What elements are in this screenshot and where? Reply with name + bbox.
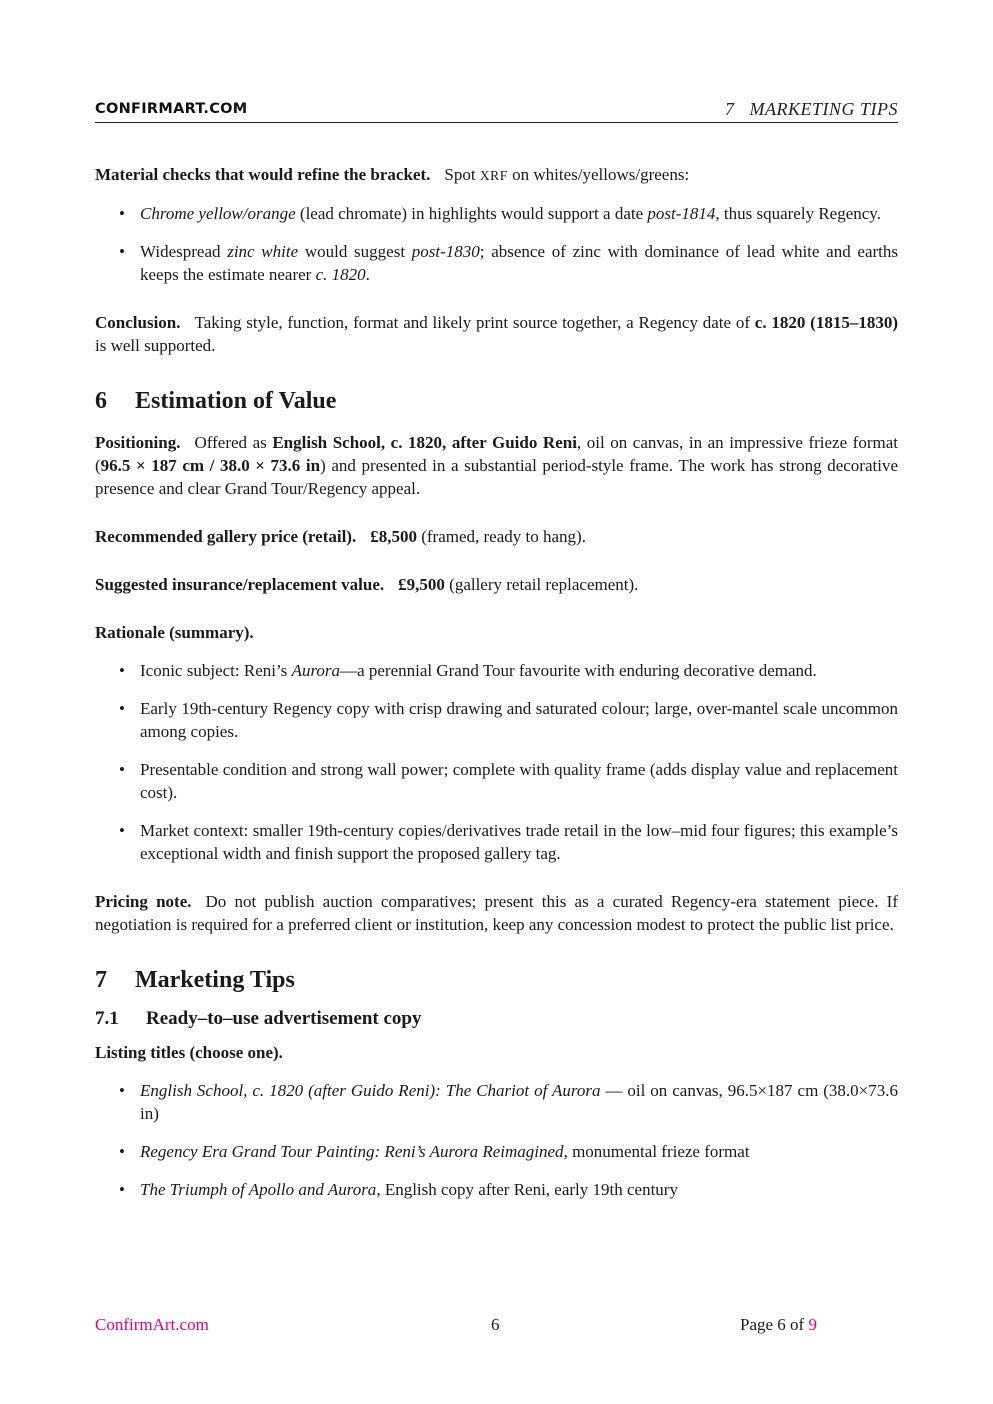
page-footer: [95, 1315, 898, 1339]
dimensions: 96.5 × 187 cm / 38.0 × 73.6 in: [100, 456, 321, 475]
list-text: .: [365, 265, 370, 284]
list-item: [95, 1079, 898, 1125]
list-text: Widespread: [140, 242, 228, 261]
emphasis: Regency Era Grand Tour Painting: Reni’s Aurora Reimagined: [140, 1142, 564, 1161]
list-text: , thus squarely Regency.: [715, 204, 881, 223]
emphasis: post-1830: [411, 242, 480, 261]
material-checks-list: [95, 202, 898, 286]
insurance-lead: Suggested insurance/replacement value.: [95, 575, 385, 594]
list-text: — oil on canvas, 96.5×187 cm (38.0×73.6 in): [140, 1081, 898, 1123]
positioning-text: ) and presented in a substantial period-style frame. The work has strong decorative presence and clear Grand Tour/Regency appeal.: [95, 456, 899, 498]
positioning-text: Offered as: [194, 433, 273, 452]
footer-site-link[interactable]: ConfirmArt.com: [95, 1315, 209, 1334]
page-total-link[interactable]: 9: [808, 1315, 817, 1334]
emphasis: The Triumph of Apollo and Aurora: [140, 1180, 377, 1199]
list-item: • Early 19th-century Regency copy with crisp drawing and saturated colour; large, over-mantel scale uncommon among copies.: [95, 697, 898, 743]
insurance-value: £9,500: [398, 575, 445, 594]
positioning-paragraph: [95, 431, 898, 500]
subsection-number: 7.1: [95, 1008, 119, 1029]
conclusion-lead: Conclusion.: [95, 313, 181, 332]
list-item: [95, 240, 898, 286]
list-item: [95, 1140, 898, 1163]
conclusion-text-end: is well supported.: [95, 336, 216, 355]
footer-page-number: 6: [491, 1315, 500, 1334]
emphasis: Aurora: [291, 661, 341, 680]
section-number: 7: [95, 967, 107, 993]
list-text: , monumental frieze format: [563, 1142, 750, 1161]
list-item: • Presentable condition and strong wall power; complete with quality frame (adds display value and replacement cost).: [95, 758, 898, 804]
material-checks-paragraph: [95, 163, 898, 187]
emphasis: zinc white: [227, 242, 299, 261]
pricing-note-text: Do not publish auction comparatives; present this as a curated Regency-era statement piece. If negotiation is required for a preferred client or institution, keep any concession modest to protect the public list price.: [95, 892, 898, 934]
listing-titles-list: [95, 1079, 898, 1201]
list-text: ; absence of zinc with dominance of lead white and earths keeps the estimate nearer: [140, 242, 898, 284]
list-text: —a perennial Grand Tour favourite with enduring decorative demand.: [340, 661, 817, 680]
material-text: Spot: [444, 165, 480, 184]
gallery-price-value: £8,500: [370, 527, 417, 546]
subsection-title: Ready–to–use advertisement copy: [146, 1008, 422, 1029]
list-item: [95, 202, 898, 225]
emphasis: English School, c. 1820 (after Guido Reni): The Chariot of Aurora: [140, 1081, 601, 1100]
running-header: [95, 99, 898, 123]
section-title: Marketing Tips: [135, 967, 295, 993]
section-heading-estimation: [95, 386, 898, 416]
emphasis: c. 1820: [315, 265, 366, 284]
positioning-lead: Positioning.: [95, 433, 181, 452]
list-text: , English copy after Reni, early 19th century: [376, 1180, 678, 1199]
list-text: would suggest: [298, 242, 412, 261]
list-text: (lead chromate) in highlights would support a date: [295, 204, 648, 223]
list-item: • Market context: smaller 19th-century copies/derivatives trade retail in the low–mid four figures; this example’s exceptional width and finish support the proposed gallery tag.: [95, 819, 898, 865]
attribution: English School, c. 1820, after Guido Reni: [272, 433, 577, 452]
section-title: Estimation of Value: [135, 388, 337, 414]
rationale-heading: Rationale (summary).: [95, 623, 254, 642]
pricing-note-lead: Pricing note.: [95, 892, 192, 911]
section-number: 6: [95, 388, 107, 414]
running-section-title: 7 MARKETING TIPS: [725, 99, 898, 119]
insurance-note: (gallery retail replacement).: [444, 575, 639, 594]
conclusion-paragraph: [95, 311, 898, 357]
conclusion-text: Taking style, function, format and likely print source together, a Regency date of: [194, 313, 755, 332]
gallery-price-lead: Recommended gallery price (retail).: [95, 527, 357, 546]
gallery-price-note: (framed, ready to hang).: [416, 527, 586, 546]
emphasis: post-1814: [647, 204, 716, 223]
gallery-price-paragraph: [95, 525, 898, 548]
emphasis: Chrome yellow/orange: [140, 204, 296, 223]
xrf-abbr: XRF: [479, 168, 508, 183]
listing-titles-heading: Listing titles (choose one).: [95, 1043, 283, 1062]
rationale-list: [95, 659, 898, 865]
list-item: [95, 1178, 898, 1201]
section-heading-marketing: [95, 965, 898, 995]
conclusion-date: c. 1820 (1815–1830): [754, 313, 898, 332]
page-count-prefix: Page 6 of: [740, 1315, 809, 1334]
insurance-paragraph: [95, 573, 898, 596]
list-item: [95, 659, 898, 682]
footer-page-count: [740, 1315, 817, 1335]
material-text-end: on whites/yellows/greens:: [507, 165, 690, 184]
subsection-heading: [95, 1007, 898, 1031]
list-text: Iconic subject: Reni’s: [140, 661, 292, 680]
pricing-note-paragraph: [95, 890, 898, 936]
material-checks-lead: Material checks that would refine the bracket.: [95, 165, 431, 184]
page-body: [95, 163, 898, 1226]
positioning-text: , oil on canvas, in an impressive frieze format (: [95, 433, 898, 475]
logo: CONFIRMART.COM: [95, 101, 248, 117]
